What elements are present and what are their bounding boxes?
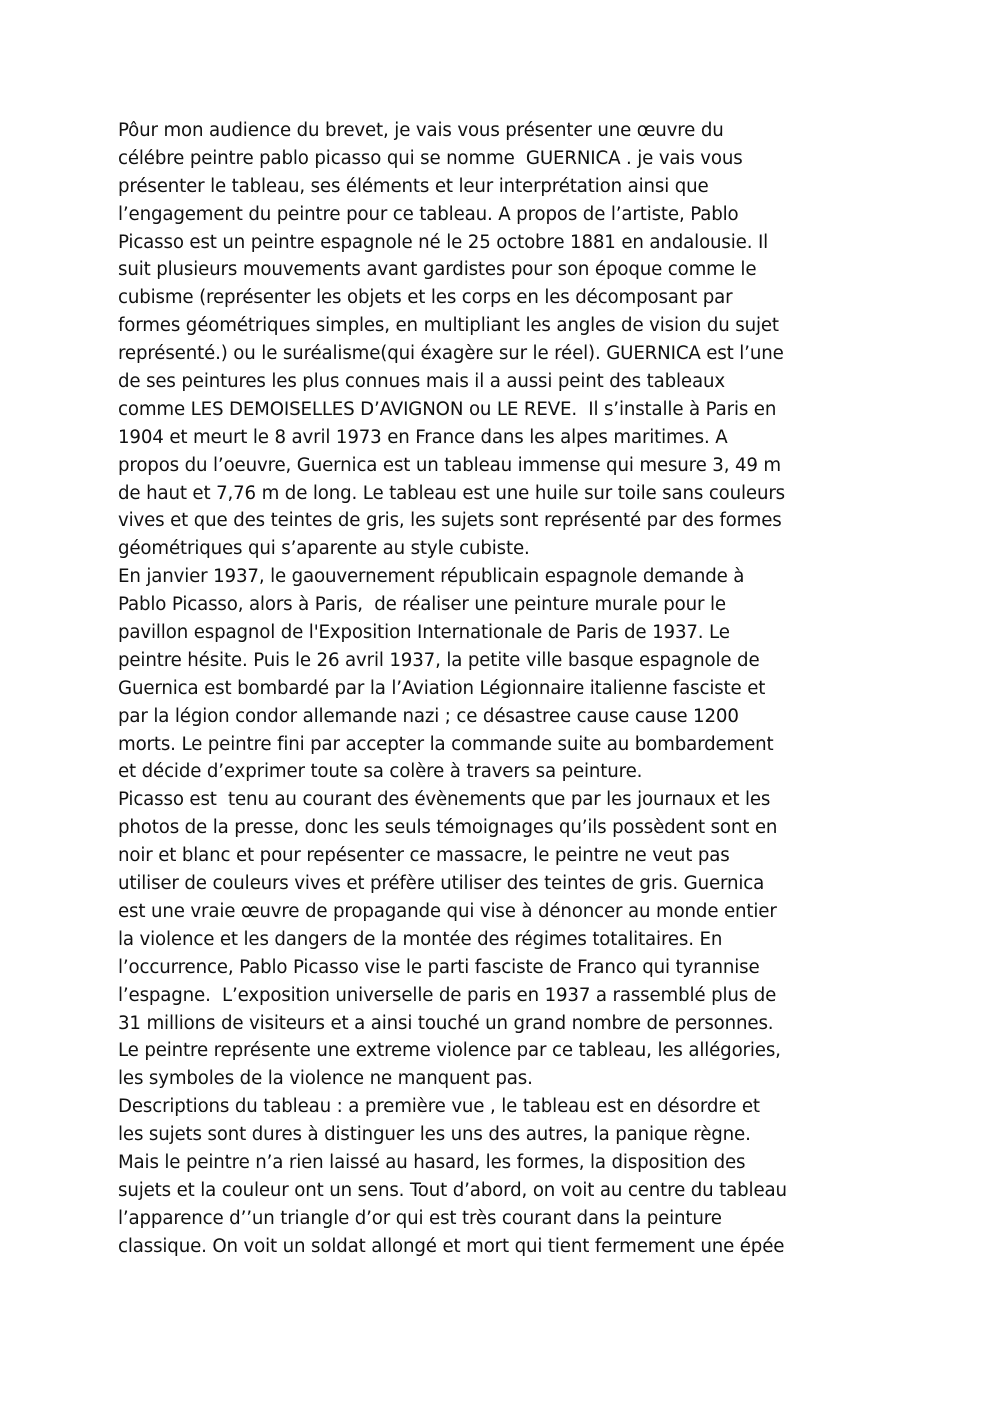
text-line: représenté.) ou le suréalisme(qui éxagère sur le réel). GUERNICA est l’une [118, 343, 784, 365]
text-line: utiliser de couleurs vives et préfère utiliser des teintes de gris. Guernica [118, 873, 765, 895]
text-line: présenter le tableau, ses éléments et leur interprétation ainsi que [118, 175, 709, 197]
text-line: Picasso est un peintre espagnole né le 25 octobre 1881 en andalousie. Il [118, 231, 769, 253]
text-line: est une vraie œuvre de propagande qui vise à dénoncer au monde entier [118, 900, 777, 922]
text-line: propos du l’oeuvre, Guernica est un tableau immense qui mesure 3, 49 m [118, 454, 781, 476]
text-line: formes géométriques simples, en multipliant les angles de vision du sujet [118, 315, 779, 337]
text-line: Mais le peintre n’a rien laissé au hasard, les formes, la disposition des [118, 1151, 746, 1173]
text-line: Picasso est tenu au courant des évènements que par les journaux et les [118, 789, 771, 811]
text-line: cubisme (représenter les objets et les corps en les décomposant par [118, 287, 733, 309]
text-line: En janvier 1937, le gaouvernement républicain espagnole demande à [118, 566, 745, 588]
text-line: suit plusieurs mouvements avant gardistes pour son époque comme le [118, 259, 757, 281]
text-line: célébre peintre pablo picasso qui se nomme GUERNICA . je vais vous [118, 147, 743, 169]
text-line: photos de la presse, donc les seuls témoignages qu’ils possèdent sont en [118, 817, 778, 839]
text-line: Guernica est bombardé par la l’Aviation Légionnaire italienne fasciste et [118, 677, 766, 699]
text-line: morts. Le peintre fini par accepter la commande suite au bombardement [118, 733, 774, 755]
text-line: l’occurrence, Pablo Picasso vise le parti fasciste de Franco qui tyrannise [118, 956, 760, 978]
text-line: de haut et 7,76 m de long. Le tableau est une huile sur toile sans couleurs [118, 482, 785, 504]
text-line: l’engagement du peintre pour ce tableau. A propos de l’artiste, Pablo [118, 203, 739, 225]
text-line: Pablo Picasso, alors à Paris, de réaliser une peinture murale pour le [118, 594, 726, 616]
text-line: par la légion condor allemande nazi ; ce désastree cause cause 1200 [118, 705, 739, 727]
body-text [118, 117, 898, 1261]
text-line: classique. On voit un soldat allongé et mort qui tient fermement une épée [118, 1235, 785, 1257]
text-line: les symboles de la violence ne manquent pas. [118, 1068, 533, 1090]
text-line: la violence et les dangers de la montée des régimes totalitaires. En [118, 928, 723, 950]
text-line: et décide d’exprimer toute sa colère à travers sa peinture. [118, 761, 643, 783]
text-line: l’espagne. L’exposition universelle de paris en 1937 a rassemblé plus de [118, 984, 777, 1006]
text-line: peintre hésite. Puis le 26 avril 1937, la petite ville basque espagnole de [118, 649, 760, 671]
text-line: Descriptions du tableau : a première vue , le tableau est en désordre et [118, 1096, 760, 1118]
text-line: Le peintre représente une extreme violence par ce tableau, les allégories, [118, 1040, 781, 1062]
text-line: 31 millions de visiteurs et a ainsi touché un grand nombre de personnes. [118, 1012, 774, 1034]
text-line: comme LES DEMOISELLES D’AVIGNON ou LE REVE. Il s’installe à Paris en [118, 398, 777, 420]
text-line: l’apparence d’’un triangle d’or qui est très courant dans la peinture [118, 1207, 722, 1229]
text-line: noir et blanc et pour repésenter ce massacre, le peintre ne veut pas [118, 845, 730, 867]
text-line: 1904 et meurt le 8 avril 1973 en France dans les alpes maritimes. A [118, 426, 728, 448]
text-line: sujets et la couleur ont un sens. Tout d’abord, on voit au centre du tableau [118, 1179, 787, 1201]
text-line: pavillon espagnol de l'Exposition Internationale de Paris de 1937. Le [118, 622, 730, 644]
text-line: les sujets sont dures à distinguer les uns des autres, la panique règne. [118, 1124, 751, 1146]
text-line: géométriques qui s’aparente au style cubiste. [118, 538, 530, 560]
text-line: Pôur mon audience du brevet, je vais vous présenter une œuvre du [118, 120, 724, 141]
text-line: vives et que des teintes de gris, les sujets sont représenté par des formes [118, 510, 782, 532]
text-line: de ses peintures les plus connues mais il a aussi peint des tableaux [118, 371, 725, 393]
